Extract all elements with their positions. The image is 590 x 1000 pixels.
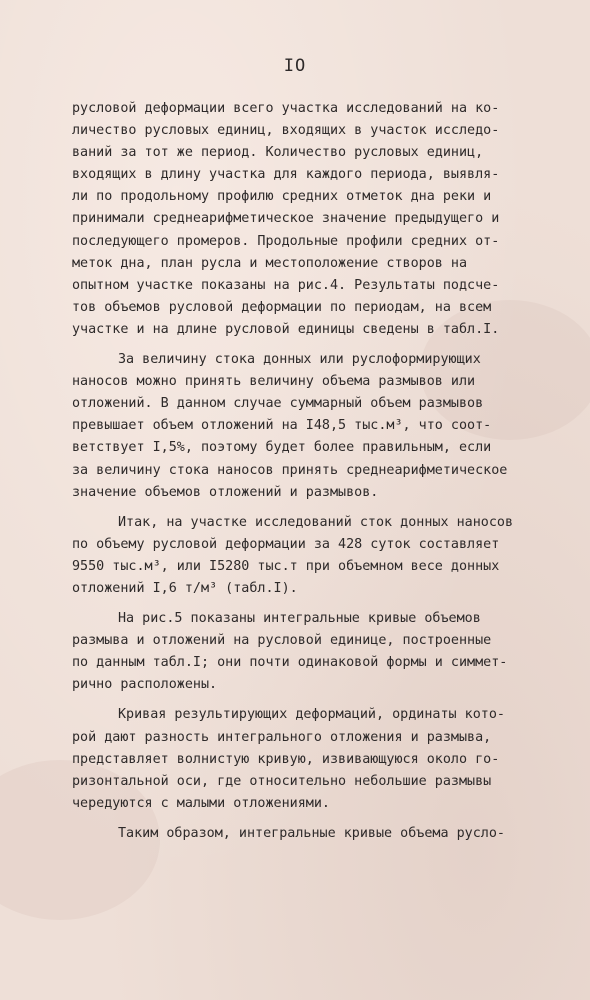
paragraph [72, 608, 562, 696]
text-line: по данным табл.I; они почти одинаковой формы и симмет- [72, 655, 508, 671]
text-line: Кривая результирующих деформаций, ординаты кото- [118, 707, 505, 723]
text-line: отложений I,6 т/м³ (табл.I). [72, 580, 298, 596]
text-line: меток дна, план русла и местоположение створов на [72, 255, 468, 271]
text-line: ризонтальной оси, где относительно небольшие размывы [72, 773, 492, 789]
text-line: входящих в длину участка для каждого периода, выявля- [72, 167, 500, 183]
text-line: Итак, на участке исследований сток донных наносов [118, 514, 514, 530]
text-line: представляет волнистую кривую, извивающуюся около го- [72, 751, 500, 767]
text-line: ли по продольному профилю средних отметок дна реки и [72, 189, 492, 205]
text-line: за величину стока наносов принять среднеарифметическое [72, 462, 508, 478]
text-line: личество русловых единиц, входящих в участок исследо- [72, 123, 500, 139]
text-line: отложений. В данном случае суммарный объем размывов [72, 396, 484, 412]
text-line: ваний за тот же период. Количество русловых единиц, [72, 145, 484, 161]
text-line: размыва и отложений на русловой единице, построенные [72, 633, 492, 649]
paragraph [72, 98, 562, 341]
text-line: рой дают разность интегрального отложения и размыва, [72, 729, 492, 745]
text-line: рично расположены. [72, 677, 218, 693]
paragraph [72, 823, 562, 845]
paragraph [72, 349, 562, 504]
text-line: участке и на длине русловой единицы сведены в табл.I. [72, 321, 500, 337]
text-line: превышает объем отложений на I48,5 тыс.м³, что соот- [72, 418, 492, 434]
text-line: За величину стока донных или руслоформирующих [118, 352, 481, 368]
text-line: наносов можно принять величину объема размывов или [72, 374, 476, 390]
text-line: последующего промеров. Продольные профили средних от- [72, 233, 500, 249]
text-line: значение объемов отложений и размывов. [72, 484, 379, 500]
paragraph [72, 512, 562, 600]
page-number: IO [283, 56, 307, 76]
text-line: русловой деформации всего участка исследований на ко- [72, 101, 500, 116]
text-line: На рис.5 показаны интегральные кривые объемов [118, 611, 481, 627]
text-line: чередуются с малыми отложениями. [72, 795, 330, 811]
text-line: по объему русловой деформации за 428 суток составляет [72, 536, 500, 552]
paragraph [72, 704, 562, 814]
text-line: 9550 тыс.м³, или I5280 тыс.т при объемном весе донных [72, 558, 500, 574]
text-line: принимали среднеарифметическое значение предыдущего и [72, 211, 500, 227]
text-line: опытном участке показаны на рис.4. Результаты подсче- [72, 277, 500, 293]
text-line: ветствует I,5%, поэтому будет более правильным, если [72, 440, 492, 456]
text-line: Таким образом, интегральные кривые объема русло- [118, 825, 505, 841]
text-line: тов объемов русловой деформации по периодам, на всем [72, 299, 492, 315]
body-text [72, 98, 562, 845]
